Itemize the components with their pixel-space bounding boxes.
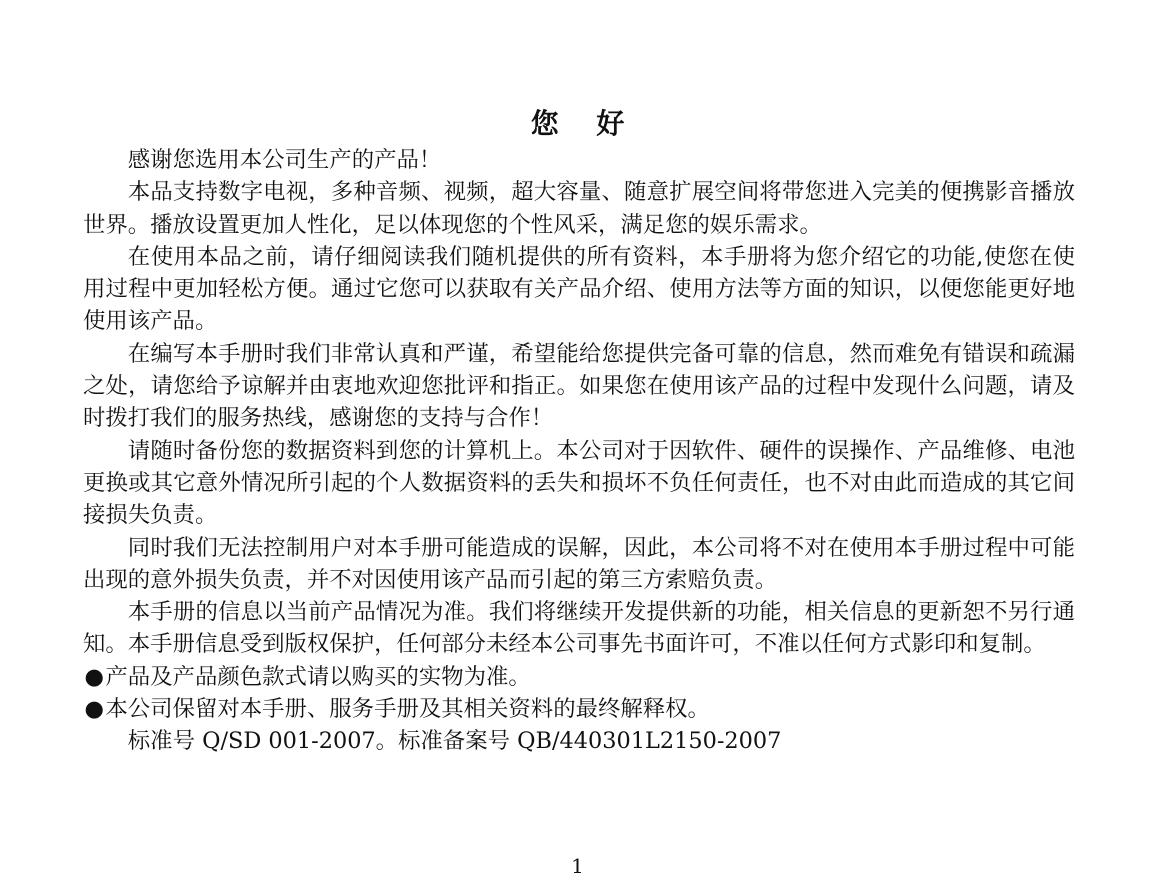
page-title: 您 好 (530, 107, 639, 140)
paragraph-thanks: 感谢您选用本公司生产的产品！ (127, 147, 442, 173)
bullet-item (83, 693, 1075, 725)
standard-number-line: 标准号 Q/SD 001-2007。标准备案号 QB/440301L2150-2007 (127, 728, 782, 755)
bullet-item (83, 661, 1075, 693)
paragraph-read-before-use: 在使用本品之前，请仔细阅读我们随机提供的所有资料，本手册将为您介绍它的功能,使您在使用过程中更加轻松方便。通过它您可以获取有关产品介绍、使用方法等方面的知识，以便您能更好地使用该产品。 (83, 243, 1075, 335)
bullet-dot-icon: ● (84, 663, 104, 690)
paragraph-backup-disclaimer: 请随时备份您的数据资料到您的计算机上。本公司对于因软件、硬件的误操作、产品维修、电池更换或其它意外情况所引起的个人数据资料的丢失和损坏不负任何责任，也不对由此而造成的其它间接损失负责。 (83, 437, 1075, 529)
bullet-text: 本公司保留对本手册、服务手册及其相关资料的最终解释权。 (105, 696, 710, 723)
paragraph-liability: 同时我们无法控制用户对本手册可能造成的误解，因此，本公司将不对在使用本手册过程中可能出现的意外损失负责，并不对因使用该产品而引起的第三方索赔负责。 (83, 534, 1075, 593)
paragraph-feedback: 在编写本手册时我们非常认真和严谨，希望能给您提供完备可靠的信息，然而难免有错误和疏漏之处，请您给予谅解并由衷地欢迎您批评和指正。如果您在使用该产品的过程中发现什么问题，请及时拨打我们的服务热线，感谢您的支持与合作！ (83, 340, 1075, 432)
paragraph-copyright: 本手册的信息以当前产品情况为准。我们将继续开发提供新的功能，相关信息的更新恕不另行通知。本手册信息受到版权保护，任何部分未经本公司事先书面许可，不准以任何方式影印和复制。 (83, 599, 1075, 658)
bullet-text: 产品及产品颜色款式请以购买的实物为准。 (105, 663, 531, 690)
page-number: 1 (571, 854, 584, 878)
bullet-dot-icon: ● (84, 696, 104, 723)
paragraph-features: 本品支持数字电视，多种音频、视频，超大容量、随意扩展空间将带您进入完美的便携影音播放世界。播放设置更加人性化，足以体现您的个性风采，满足您的娱乐需求。 (83, 179, 1075, 238)
document-body (83, 144, 1075, 758)
